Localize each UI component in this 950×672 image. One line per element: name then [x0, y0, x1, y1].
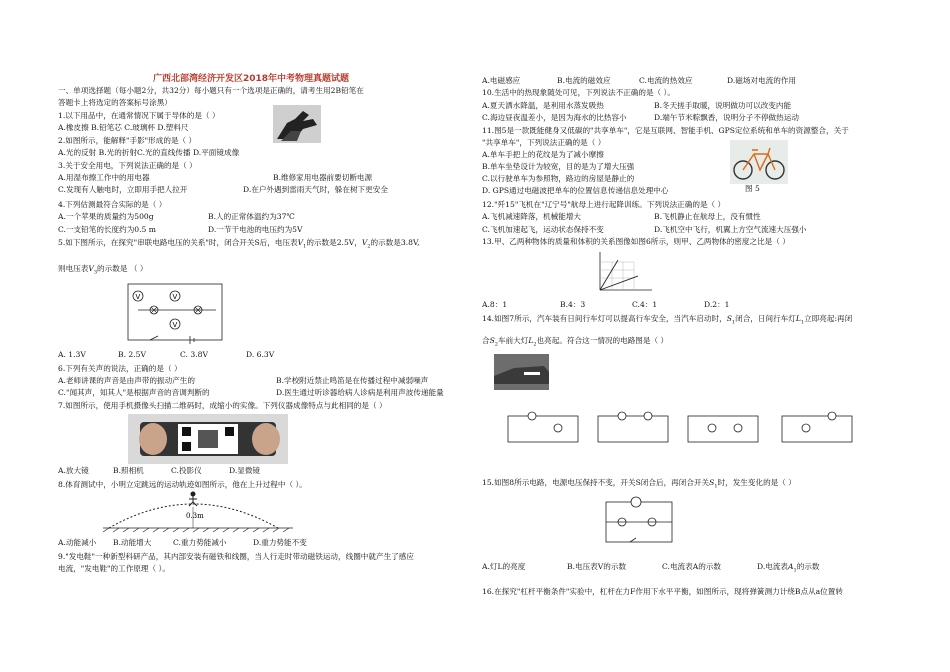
q12-option-c: C.飞机加速起飞，运动状态保持不变 [482, 225, 604, 234]
q9-option-c: C.电流的热效应 [639, 76, 693, 85]
q1-options: A.橡皮擦 B.铅笔芯 C.玻璃杯 D.塑料尺 [58, 123, 189, 132]
q9-text-2: 电流，"发电鞋"的工作原理（ ）。 [58, 564, 170, 573]
q9-options [482, 76, 796, 86]
q11-option-b: B.单车坐垫设计为较宽，目的是为了增大压强 [482, 162, 635, 171]
q13-option-c: C.4：1 [632, 300, 658, 309]
q5-option-a: A. 1.3V [58, 350, 86, 359]
q3-option-c: C.发现有人触电时，立即用手把人拉开 [58, 185, 188, 194]
q13-option-b: B.4：3 [560, 300, 586, 309]
q5-text-2: 则电压表$V_3$的示数是 （ ） [58, 264, 148, 276]
q1-text: 1.以下用品中，在通常情况下属于导体的是（ ） [58, 111, 220, 120]
q8-option-b: B.动能增大 [113, 538, 152, 547]
q7-option-b: B.照相机 [113, 466, 144, 475]
series-circuit-diagram [120, 276, 230, 348]
q10-option-b: B.冬天搓手取暖，说明做功可以改变内能 [654, 101, 792, 110]
q12-option-a: A.飞机减速降落，机械能增大 [482, 212, 582, 221]
q6-text: 6.下列有关声的说法，正确的是（ ） [58, 364, 182, 373]
qr-scan-image [128, 414, 288, 464]
q5-option-c: C. 3.8V [180, 350, 208, 359]
q3-option-a: A.用湿布擦工作中的用电器 [58, 173, 150, 182]
q8-option-a: A.动能减小 [58, 538, 97, 547]
q5-option-b: B. 2.5V [118, 350, 146, 359]
q5-options [58, 350, 274, 360]
q2-options: A.光的反射 B.光的折射C.光的直线传播 D.平面镜成像 [58, 148, 240, 157]
figure-5-caption: 图 5 [745, 184, 760, 193]
q9-option-b: B.电流的磁效应 [557, 76, 611, 85]
q9-option-a: A.电磁感应 [482, 76, 521, 85]
q6-option-d: D.医生通过听诊器给病人诊病是利用声波传递能量 [276, 388, 444, 397]
q5-option-d: D. 6.3V [246, 350, 275, 359]
q7-options [58, 466, 260, 476]
q15-option-c: C.电流表A的示数 [662, 562, 721, 571]
hand-shadow-image [273, 105, 321, 143]
q4-option-a: A.一个苹果的质量约为500g [58, 212, 154, 221]
section-heading-2: 答题卡上将选定的答案标号涂黑） [58, 98, 172, 107]
q16-text: 16.在探究"杠杆平衡条件"实验中，杠杆在力F作用下水平平衡，如图所示，现将弹簧测力计绕B点从a位置转 [482, 587, 843, 596]
q6-option-c: C."闻其声，知其人"是根据声音的音调判断的 [58, 388, 210, 397]
page-title: 广西北部湾经济开发区2018年中考物理真题试题 [153, 74, 350, 84]
section-heading: 一、单项选择题（每小题2分，共32分）每小题只有一个选项是正确的，请考生用2B铅笔在 [58, 86, 364, 95]
q15-option-b: B.电压表V的示数 [567, 562, 627, 571]
q9-option-d: D.磁场对电流的作用 [727, 76, 796, 85]
svg-text:V: V [172, 293, 178, 301]
q7-option-c: C.投影仪 [171, 466, 202, 475]
q6-option-b: B.学校附近禁止鸣笛是在传播过程中减弱噪声 [276, 376, 429, 385]
q15-circuit-diagram [600, 494, 680, 550]
q14-text-2: 合$S_2$车前大灯$L_2$也亮起。符合这一情况的电路图是（ ） [482, 336, 669, 348]
q10-option-c: C.海边昼夜温差小，是因为海水的比热容小 [482, 113, 627, 122]
q14-circuit-options [502, 408, 872, 450]
q2-text: 2.如图所示，能解释"手影"形成的是（ ） [58, 136, 197, 145]
q13-option-a: A.8：1 [482, 300, 508, 309]
q7-text: 7.如图所示，使用手机摄像头扫描二维码时，成缩小的实像。下列仪器成像特点与此相同的是（ ） [58, 401, 387, 410]
q10-option-a: A.夏天洒水降温，是利用水蒸发吸热 [482, 101, 604, 110]
q8-text: 8.体育测试中，小明立定跳远的运动轨迹如图所示，他在上升过程中（ ）。 [58, 480, 307, 489]
q11-text: 11.图5是一款既能健身又低碳的"共享单车"，它是互联网、智能手机、GPS定位系统和单车的资源整合，关于 [482, 126, 849, 135]
q12-option-b: B.飞机静止在航母上，没有惯性 [654, 212, 761, 221]
shared-bike-image [730, 140, 788, 184]
q13-text: 13.甲、乙两种物体的质量和体积的关系图像如图6所示，则甲、乙两物体的密度之比是（ ） [482, 237, 790, 246]
long-jump-diagram [103, 490, 293, 536]
q15-text: 15.如图8所示电路，电源电压保持不变，开关S闭合后，再闭合开关$S_1$时，发生变化的是（ ） [482, 478, 796, 490]
q4-option-b: B.人的正常体温约为37℃ [208, 212, 295, 221]
q3-text: 3.关于安全用电，下列说法正确的是（ ） [58, 161, 197, 170]
q10-text: 10.生活中的热现象随处可见，下列说法不正确的是（ ）。 [482, 88, 675, 97]
q4-option-d: D.一节干电池的电压约为5V [208, 225, 303, 234]
q3-option-d: D.在户外遇到雷雨天气时，躲在树下更安全 [243, 185, 388, 194]
q13-options [482, 300, 730, 310]
q14-text: 14.如图7所示，汽车装有日间行车灯可以提高行车安全，当汽车启动时，$S_1$闭合，日间行车灯$L_1$立即亮起:再闭 [482, 314, 853, 326]
q8-option-c: C.重力势能减小 [173, 538, 227, 547]
car-daytime-light-image [494, 354, 549, 390]
q3-option-b: B.维修家用电器前要切断电源 [273, 173, 373, 182]
q11-option-a: A.单车手把上的花纹是为了减小摩擦 [482, 150, 604, 159]
svg-text:V: V [172, 321, 178, 329]
q9-text: 9."发电鞋"一种新型科研产品，其内部安装有磁铁和线圈，当人行走时带动磁铁运动，线圈中就产生了感应 [58, 552, 414, 561]
mass-volume-graph [594, 250, 654, 296]
q8-option-d: D.重力势能不变 [253, 538, 307, 547]
q11-text-2: "共享单车"，下列说法正确的是（ ） [482, 138, 606, 147]
q13-option-d: D.2：1 [704, 300, 730, 309]
q6-option-a: A.老师讲课的声音是由声带的振动产生的 [58, 376, 195, 385]
q10-option-d: D.端午节米粽飘香，说明分子不停做热运动 [654, 113, 799, 122]
q15-option-a: A.灯L的亮度 [482, 562, 526, 571]
q15-options [482, 562, 819, 576]
jump-height-label: 0.3m [186, 512, 204, 520]
q4-option-c: C.一支铅笔的长度约为0.5 m [58, 225, 156, 234]
q7-option-a: A.放大镜 [58, 466, 89, 475]
q11-option-d: D. GPS通过电磁波把单车的位置信息传递信息处理中心 [482, 186, 669, 195]
q12-option-d: D.飞机空中飞行，机翼上方空气流速大压强小 [654, 225, 807, 234]
q7-option-d: D.显微镜 [229, 466, 261, 475]
q11-option-c: C.以行驶单车为参照物，路边的房屋是静止的 [482, 174, 635, 183]
q8-options [58, 538, 307, 548]
q5-text: 5.如下图所示，在探究"串联电路电压的关系"时，闭合开关S后，电压表$V_1$的示数是2.5V，$V_2$的示数是3.8V, [58, 238, 420, 250]
q12-text: 12."歼15"飞机在"辽宁号"航母上进行起降训练。下列说法正确的是（ ） [482, 200, 726, 209]
svg-text:V: V [135, 293, 141, 301]
q4-text: 4.下列估测最符合实际的是（ ） [58, 200, 167, 209]
q15-option-d: D.电流表$A_1$的示数 [757, 562, 820, 574]
